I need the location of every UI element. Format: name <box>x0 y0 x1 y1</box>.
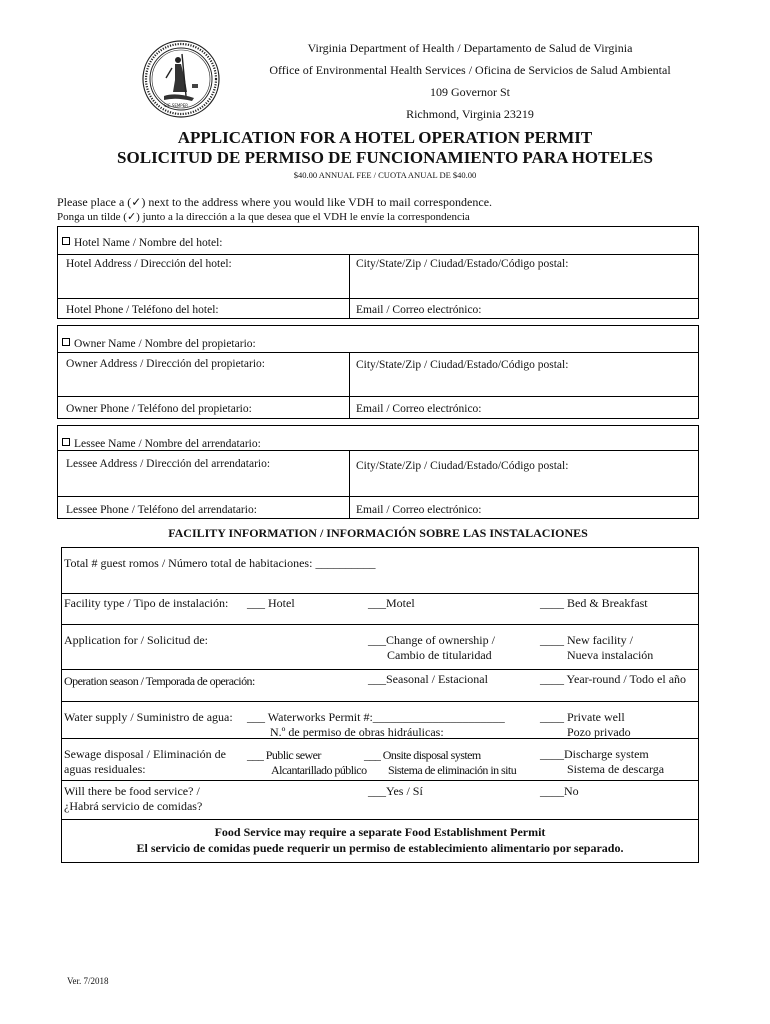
facility-info-section <box>61 547 699 863</box>
lessee-name-label: Lessee Name / Nombre del arrendatario: <box>74 438 261 450</box>
owner-info-section <box>57 325 699 419</box>
instruction-english: Please place a (✓) next to the address where you would like VDH to mail correspondence. <box>57 195 493 209</box>
application-for-label: Application for / Solicitud de: <box>64 633 208 647</box>
lessee-info-section <box>57 425 699 519</box>
sewage-discharge-option[interactable] <box>540 747 664 777</box>
agency-line: 109 Governor St <box>430 85 510 99</box>
lessee-name-field[interactable] <box>62 438 261 451</box>
owner-mail-checkbox[interactable] <box>62 338 70 346</box>
season-year-round-option[interactable]: ____ Year-round / Todo el año <box>540 672 687 686</box>
agency-line: Richmond, Virginia 23219 <box>406 107 534 121</box>
sewage-public-option[interactable] <box>247 748 367 778</box>
form-title-english: APPLICATION FOR A HOTEL OPERATION PERMIT <box>177 128 593 147</box>
onsite-line2: Sistema de eliminación in situ <box>388 763 517 777</box>
lessee-phone-field[interactable]: Lessee Phone / Teléfono del arrendatario: <box>66 504 257 516</box>
lessee-city-field[interactable]: City/State/Zip / Ciudad/Estado/Código postal: <box>356 460 569 472</box>
lessee-email-field[interactable]: Email / Correo electrónico: <box>356 504 482 516</box>
food-label-line1: Will there be food service? / <box>64 784 200 798</box>
instruction-spanish: Ponga un tilde (✓) junto a la dirección a la que desea que el VDH le envíe la correspondencia <box>57 211 470 223</box>
owner-name-label: Owner Name / Nombre del propietario: <box>74 338 256 350</box>
agency-address-block <box>230 37 710 125</box>
app-change-line1: ___Change of ownership / <box>368 633 495 647</box>
facility-info-heading: FACILITY INFORMATION / INFORMACIÓN SOBRE LAS INSTALACIONES <box>168 526 588 540</box>
onsite-line1: ___ Onsite disposal system <box>364 748 481 762</box>
food-permit-note-spanish: El servicio de comidas puede requerir un permiso de establecimiento alimentario por separado. <box>136 841 624 855</box>
app-new-facility-option[interactable] <box>540 633 653 663</box>
sewage-disposal-label <box>64 747 226 777</box>
facility-type-hotel-option[interactable]: ___ Hotel <box>247 596 295 610</box>
guest-rooms-field[interactable]: Total # guest romos / Número total de habitaciones: __________ <box>64 556 376 570</box>
virginia-seal-logo <box>142 40 220 118</box>
owner-name-field[interactable] <box>62 338 256 351</box>
hotel-city-field[interactable]: City/State/Zip / Ciudad/Estado/Código postal: <box>356 258 569 270</box>
private-well-line1: ____ Private well <box>540 710 625 724</box>
public-sewer-line2: Alcantarillado público <box>271 763 367 777</box>
hotel-info-section <box>57 226 699 319</box>
waterworks-line1: ___ Waterworks Permit #:______________________ <box>247 710 505 724</box>
owner-email-field[interactable]: Email / Correo electrónico: <box>356 403 482 415</box>
owner-phone-field[interactable]: Owner Phone / Teléfono del propietario: <box>66 403 252 415</box>
app-change-ownership-option[interactable] <box>368 633 495 663</box>
form-title-spanish: SOLICITUD DE PERMISO DE FUNCIONAMIENTO PARA HOTELES <box>117 148 653 167</box>
food-service-label <box>64 784 202 814</box>
facility-type-bb-option[interactable]: ____ Bed & Breakfast <box>540 596 648 610</box>
owner-city-field[interactable]: City/State/Zip / Ciudad/Estado/Código postal: <box>356 359 569 371</box>
food-service-yes-option[interactable]: ___Yes / Sí <box>368 784 423 798</box>
lessee-address-field[interactable]: Lessee Address / Dirección del arrendatario: <box>66 458 271 470</box>
app-change-line2: Cambio de titularidad <box>387 648 492 662</box>
water-private-well-option[interactable] <box>540 710 631 740</box>
food-label-line2: ¿Habrá servicio de comidas? <box>64 799 203 813</box>
public-sewer-line1: ___ Public sewer <box>247 748 321 762</box>
form-version: Ver. 7/2018 <box>67 976 109 986</box>
operation-season-label: Operation season / Temporada de operación: <box>64 674 255 688</box>
food-service-no-option[interactable]: ____No <box>540 784 579 798</box>
hotel-mail-checkbox[interactable] <box>62 237 70 245</box>
private-well-line2: Pozo privado <box>567 725 631 739</box>
hotel-name-label: Hotel Name / Nombre del hotel: <box>74 237 223 249</box>
app-new-line1: ____ New facility / <box>540 633 633 647</box>
sewage-label-line1: Sewage disposal / Eliminación de <box>64 747 226 761</box>
hotel-address-field[interactable]: Hotel Address / Dirección del hotel: <box>66 258 232 270</box>
svg-text:SIC SEMPER: SIC SEMPER <box>164 103 189 108</box>
water-waterworks-option[interactable] <box>247 710 505 740</box>
agency-line: Office of Environmental Health Services / Oficina de Servicios de Salud Ambiental <box>269 63 671 77</box>
discharge-line1: ____Discharge system <box>540 747 649 761</box>
water-supply-label: Water supply / Suministro de agua: <box>64 710 233 724</box>
agency-line: Virginia Department of Health / Departamento de Salud de Virginia <box>307 41 633 55</box>
sewage-label-line2: aguas residuales: <box>64 762 146 776</box>
sewage-onsite-option[interactable] <box>364 748 516 778</box>
app-new-line2: Nueva instalación <box>567 648 654 662</box>
facility-type-label: Facility type / Tipo de instalación: <box>64 596 229 610</box>
food-permit-note-english: Food Service may require a separate Food Establishment Permit <box>214 825 546 839</box>
hotel-email-field[interactable]: Email / Correo electrónico: <box>356 304 482 316</box>
season-seasonal-option[interactable]: ___Seasonal / Estacional <box>368 672 488 686</box>
lessee-mail-checkbox[interactable] <box>62 438 70 446</box>
hotel-phone-field[interactable]: Hotel Phone / Teléfono del hotel: <box>66 304 219 316</box>
owner-address-field[interactable]: Owner Address / Dirección del propietario: <box>66 358 265 370</box>
facility-type-motel-option[interactable]: ___Motel <box>368 596 415 610</box>
annual-fee-text: $40.00 ANNUAL FEE / CUOTA ANUAL DE $40.00 <box>293 170 477 180</box>
waterworks-line2: N.º de permiso de obras hidráulicas: <box>270 725 444 739</box>
discharge-line2: Sistema de descarga <box>567 762 665 776</box>
hotel-name-field[interactable] <box>62 237 223 250</box>
